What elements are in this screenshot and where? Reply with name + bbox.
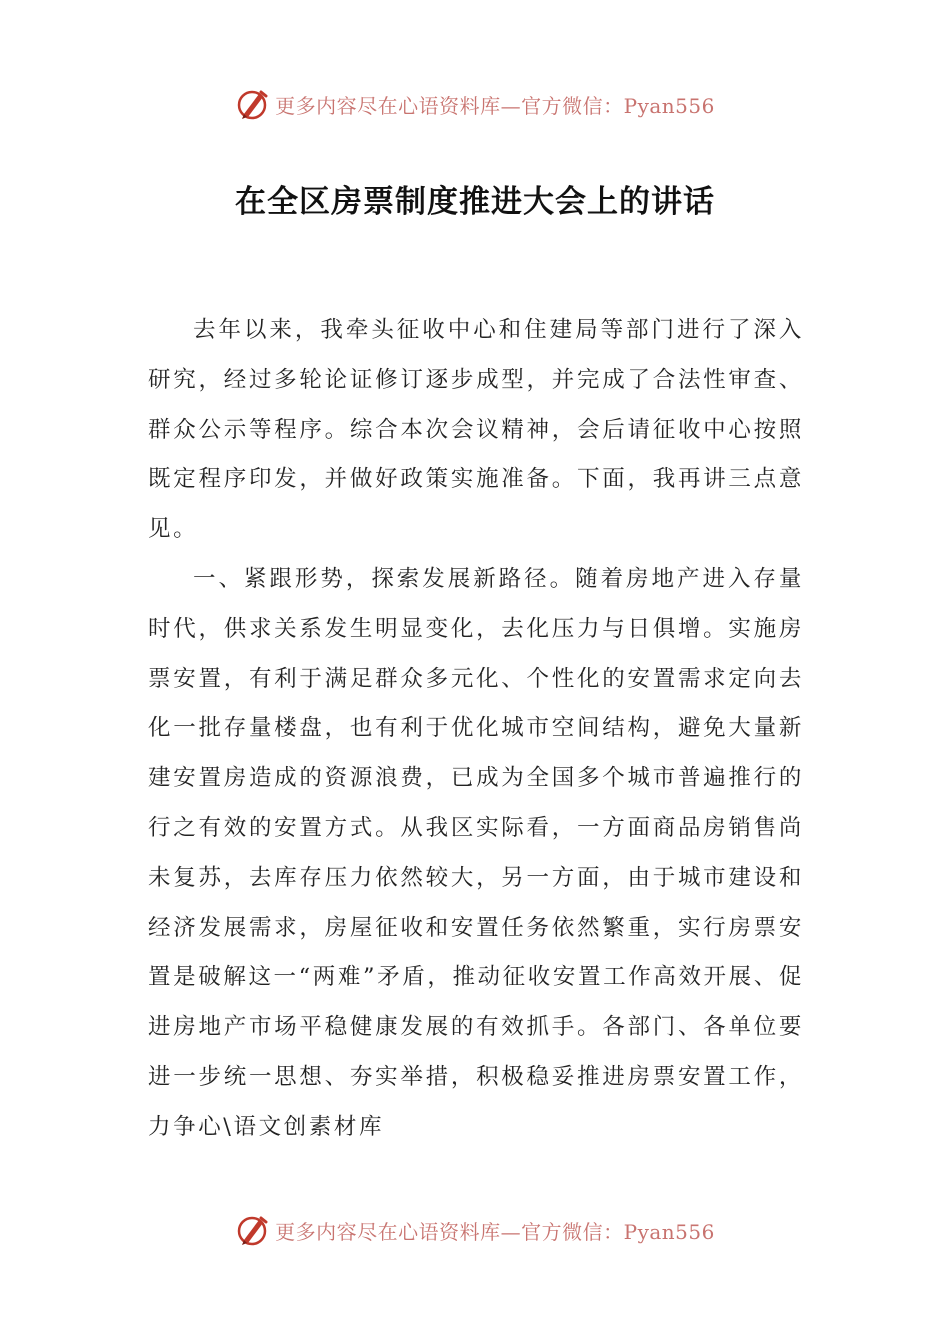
header-wechat-id: Pyan556 bbox=[623, 93, 715, 118]
footer-wechat-id: Pyan556 bbox=[623, 1219, 715, 1244]
pen-logo-icon bbox=[235, 86, 271, 122]
footer-banner bbox=[0, 1210, 950, 1250]
header-banner bbox=[0, 84, 950, 124]
header-brand-text: 更多内容尽在心语资料库—官方微信： bbox=[275, 93, 624, 118]
page-title: 在全区房票制度推进大会上的讲话 bbox=[235, 184, 715, 220]
footer-brand-text: 更多内容尽在心语资料库—官方微信： bbox=[275, 1219, 624, 1244]
paragraph-section-one: 一、紧跟形势，探索发展新路径。随着房地产进入存量时代，供求关系发生明显变化，去化压力与日俱增。实施房票安置，有利于满足群众多元化、个性化的安置需求定向去化一批存量楼盘，也有利于优化城市空间结构，避免大量新建安置房造成的资源浪费，已成为全国多个城市普遍推行的行之有效的安置方式。从我区实际看，一方面商品房销售尚未复苏，去库存压力依然较大，另一方面，由于城市建设和经济发展需求，房屋征收和安置任务依然繁重，实行房票安置是破解这一“两难”矛盾，推动征收安置工作高效开展、促进房地产市场平稳健康发展的有效抓手。各部门、各单位要进一步统一思想、夯实举措，积极稳妥推进房票安置工作，力争心\语文创素材库 bbox=[148, 565, 804, 1140]
pen-logo-icon bbox=[235, 1212, 271, 1248]
paragraph-intro: 去年以来，我牵头征收中心和住建局等部门进行了深入研究，经过多轮论证修订逐步成型，并完成了合法性审查、群众公示等程序。综合本次会议精神，会后请征收中心按照既定程序印发，并做好政策实施准备。下面，我再讲三点意见。 bbox=[148, 317, 804, 543]
document-body bbox=[148, 306, 804, 1153]
